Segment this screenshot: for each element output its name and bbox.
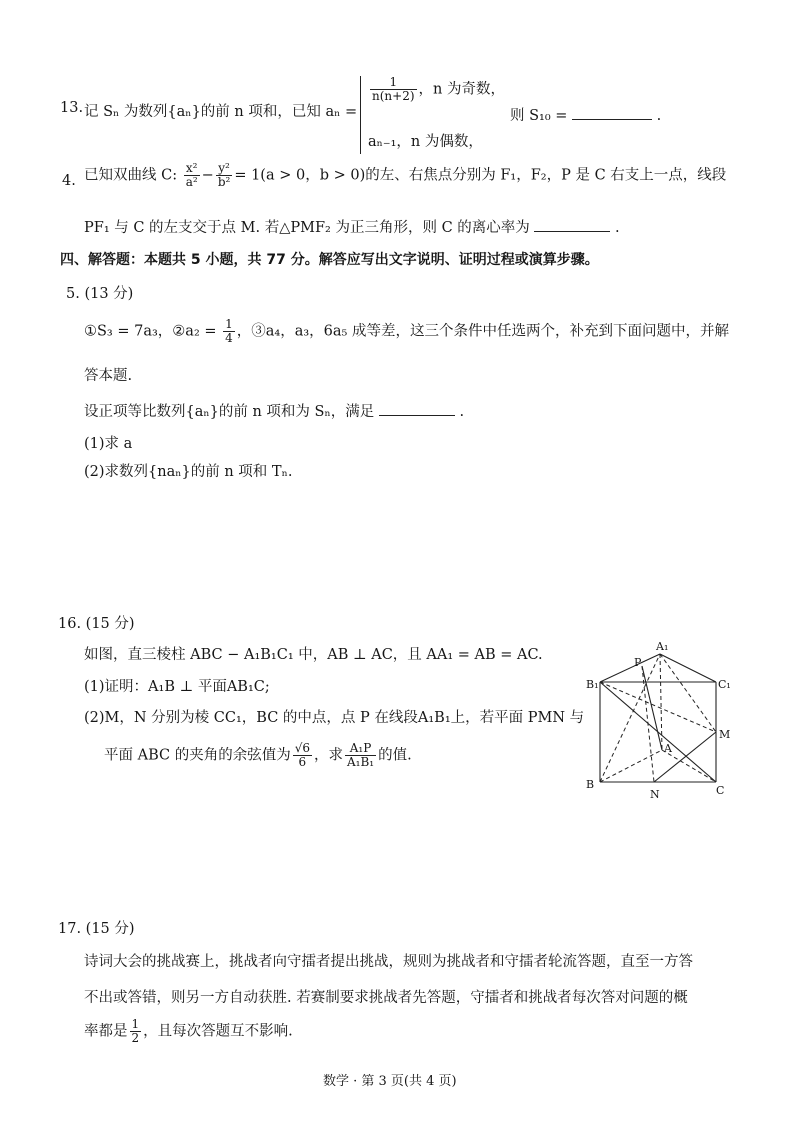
q13-case-brace [360, 76, 361, 154]
q14-text-a: 已知双曲线 C: [84, 167, 178, 184]
q13-case1-numerator: 1 [370, 76, 417, 90]
q16-part2b [104, 742, 412, 769]
q13-case1-denominator: n(n+2) [372, 89, 415, 103]
q17-line2: 不出或答错，则另一方自动获胜. 若赛制要求挑战者先答题，守擂者和挑战者每次答对问题的概 [84, 990, 688, 1006]
q13-number: 13. [60, 100, 84, 116]
q14-fraction-y-num: y² [216, 162, 233, 176]
q14-fraction-x [184, 162, 200, 189]
label-m: M [719, 728, 731, 741]
label-a1: A₁ [656, 640, 669, 653]
q14-number: 4. [62, 173, 76, 189]
q13-ask-text: 则 S₁₀ = [510, 108, 568, 124]
q13-answer-blank [572, 105, 652, 120]
q13-case1-fraction [370, 76, 417, 103]
q14-line2-text: PF₁ 与 C 的左支交于点 M. 若△PMF₂ 为正三角形，则 C 的离心率为 [84, 220, 530, 236]
q15-setup-text: 设正项等比数列{aₙ}的前 n 项和为 Sₙ，满足 [84, 404, 375, 420]
label-n: N [650, 788, 660, 801]
q15-cond-line2: 答本题. [84, 368, 133, 384]
q16-part2b-text-a: 平面 ABC 的夹角的余弦值为 [104, 747, 291, 764]
q15-cond-fraction-den: 4 [225, 331, 233, 345]
q16-cos-den: 6 [298, 755, 307, 769]
q15-cond-a: ①S₃ = 7a₃，②a₂ = [84, 323, 217, 340]
q16-ratio-num: A₁P [345, 742, 376, 756]
q16-part1: (1)证明：A₁B ⊥ 平面AB₁C; [84, 679, 270, 695]
q16-part2: (2)M，N 分别为棱 CC₁，BC 的中点，点 P 在线段A₁B₁上，若平面 PMN 与 [84, 710, 585, 726]
q14-line2-end: . [615, 220, 620, 236]
label-b: B [586, 778, 595, 791]
q13-intro: 记 Sₙ 为数列{aₙ}的前 n 项和，已知 aₙ = [84, 104, 358, 120]
q14-line2 [84, 216, 620, 237]
q17-line3-text-a: 率都是 [84, 1023, 128, 1040]
q13-case1-condition: ，n 为奇数， [418, 81, 505, 98]
hidden-segment-p-n [642, 666, 654, 782]
q15-cond-fraction [223, 318, 235, 345]
q15-cond-b: ，③a₄，a₃，6a₅ 成等差，这三个条件中任选两个，补充到下面问题中，并解 [236, 323, 729, 340]
label-c1: C₁ [718, 678, 731, 691]
q14-text-b: = 1(a > 0，b > 0)的左、右焦点分别为 F₁，F₂，P 是 C 右支上一点，线段 [234, 167, 727, 184]
q16-part2b-text-b: ，求 [314, 747, 343, 764]
segment-p-a [642, 666, 662, 750]
label-p: P [634, 656, 642, 669]
q14-fraction-x-num: x² [184, 162, 200, 176]
q14-fraction-x-den: a² [185, 175, 198, 189]
q16-ratio-den: A₁B₁ [347, 755, 375, 769]
edge-a1-c1 [660, 654, 716, 682]
q16-part2b-text-c: 的值. [378, 747, 412, 764]
q14-line1 [84, 162, 726, 189]
q17-half-fraction [130, 1018, 142, 1045]
q14-fraction-y-den: b² [217, 175, 231, 189]
hidden-segment-b-a1 [600, 654, 660, 782]
q16-line1: 如图，直三棱柱 ABC − A₁B₁C₁ 中，AB ⊥ AC，且 AA₁ = AB = AC. [84, 647, 543, 663]
q17-line3-text-b: ，且每次答题互不影响. [143, 1023, 293, 1040]
q13-end: . [656, 108, 662, 124]
q14-answer-blank [534, 217, 610, 232]
q14-fraction-y [216, 162, 233, 189]
q16-cos-fraction [293, 742, 312, 769]
q15-part1: (1)求 a [84, 436, 133, 452]
q13-ask [510, 104, 661, 125]
q15-answer-blank [379, 401, 455, 416]
q14-minus: − [201, 167, 214, 184]
q17-line1: 诗词大会的挑战赛上，挑战者向守擂者提出挑战，规则为挑战者和守擂者轮流答题，直至一方答 [84, 954, 693, 970]
prism-figure [580, 638, 745, 804]
label-c: C [716, 784, 725, 797]
page-footer: 数学 · 第 3 页(共 4 页) [323, 1074, 457, 1089]
q16-ratio-fraction [345, 742, 376, 769]
label-a: A [664, 742, 672, 755]
q15-conditions [84, 318, 729, 345]
label-b1: B₁ [586, 678, 599, 691]
q15-cond-fraction-num: 1 [225, 317, 233, 331]
q17-line3 [84, 1018, 293, 1045]
q15-part2: (2)求数列{naₙ}的前 n 项和 Tₙ. [84, 464, 293, 480]
edge-b1-a1 [600, 654, 660, 682]
q17-half-den: 2 [131, 1031, 140, 1045]
q16-header: 16. (15 分) [58, 616, 135, 632]
q17-header: 17. (15 分) [58, 921, 135, 937]
hidden-segment-a1-m [660, 654, 716, 732]
q13-case1 [368, 76, 505, 103]
q16-cos-num: √6 [294, 741, 310, 755]
q15-header: 5. (13 分) [66, 286, 134, 302]
q17-half-num: 1 [131, 1017, 140, 1031]
q15-setup-end: . [459, 404, 465, 420]
q13-case2: aₙ₋₁，n 为偶数， [368, 134, 483, 150]
q15-setup [84, 400, 464, 421]
section-heading: 四、解答题：本题共 5 小题，共 77 分。解答应写出文字说明、证明过程或演算步骤。 [60, 252, 599, 268]
